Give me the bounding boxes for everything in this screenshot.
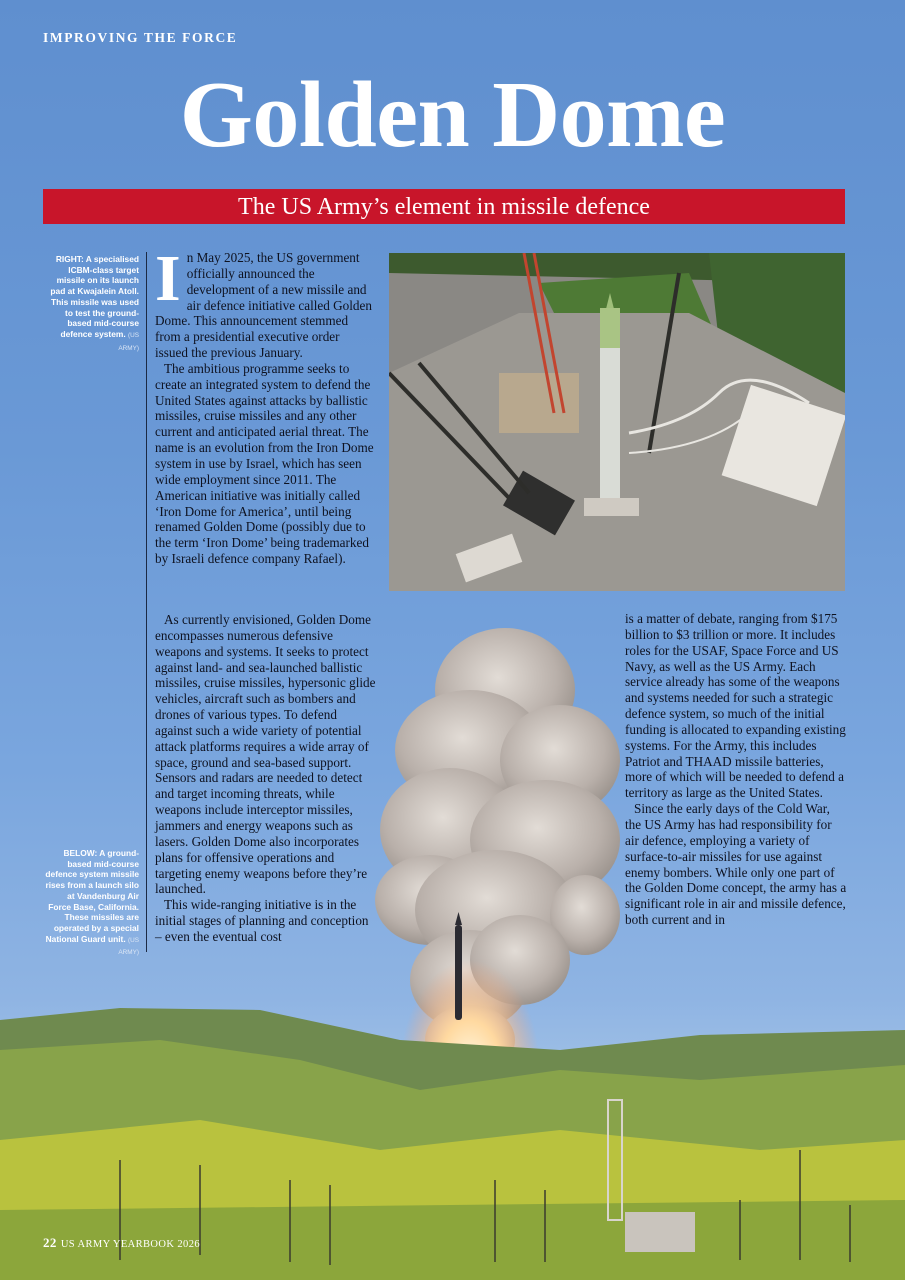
article-paragraph-1-text: n May 2025, the US government officially announced the development of a new missile and air defence initiative called Golden Dome. This announcement stemmed from a presidential executive order issued the previous January. xyxy=(155,250,372,361)
article-column-1 xyxy=(155,242,375,567)
caption-below-lead: BELOW: xyxy=(63,848,98,858)
drop-cap: I xyxy=(155,242,181,315)
publication-name: US ARMY YEARBOOK 2026 xyxy=(60,1239,200,1250)
article-paragraph-6: Since the early days of the Cold War, the US Army has had responsibility for air defence, employing a variety of surface-to-air missiles for use against enemy bombers. While only one part of the Golden Dome concept, the army has a significant role in air and missile defence, both current and in xyxy=(625,801,847,928)
page-title: Golden Dome xyxy=(179,63,726,167)
caption-right-credit: (US ARMY) xyxy=(118,331,139,352)
page-number: 22 xyxy=(43,1235,57,1250)
page-footer xyxy=(43,1235,200,1251)
caption-below xyxy=(43,848,139,959)
caption-below-text: A ground-based mid-course defence system missile rises from a launch silo at Vandenburg Air Force Base, California. These missiles are operated by a special National Guard unit. xyxy=(45,848,139,944)
article-paragraph-5: is a matter of debate, ranging from $175 billion to $3 trillion or more. It includes roles for the USAF, Space Force and US Navy, as well as the US Army. Each service already has some of the weapons and systems needed for such a strategic defence system, so much of the initial funding is allocated to expanding existing systems. For the Army, this includes Patriot and THAAD missile batteries, more of which will be needed to defend a territory as large as the United States. xyxy=(625,611,846,801)
caption-right-lead: RIGHT: xyxy=(55,254,84,264)
caption-below-credit: (US ARMY) xyxy=(118,936,139,957)
column-rule xyxy=(146,252,147,952)
launch-pad-photo xyxy=(389,253,845,591)
article-paragraph-3: As currently envisioned, Golden Dome encompasses numerous defensive weapons and systems. It seeks to protect against land- and sea-launched ballistic missiles, cruise missiles, hypersonic glide vehicles, aircraft such as bombers and drones of various types. To defend against such a wide variety of potential attack platforms requires a wide array of space, ground and sea-based support. Sensors and radars are needed to detect and target incoming threats, while weapons include interceptor missiles, jammers and energy weapons such as lasers. Golden Dome also incorporates plans for offensive operations and targeting enemy weapons before they’re launched. xyxy=(155,612,376,897)
article-paragraph-4: This wide-ranging initiative is in the initial stages of planning and conception – even the eventual cost xyxy=(155,897,369,944)
launch-pad-illustration xyxy=(389,253,845,591)
section-label: IMPROVING THE FORCE xyxy=(43,30,238,45)
article-paragraph-1 xyxy=(155,242,375,361)
subtitle: The US Army’s element in missile defence xyxy=(238,194,650,220)
article-column-1b xyxy=(155,612,377,945)
subtitle-banner xyxy=(43,189,845,224)
caption-right xyxy=(43,254,139,354)
article-column-2 xyxy=(625,611,847,928)
article-paragraph-2: The ambitious programme seeks to create an integrated system to defend the United States against attacks by ballistic missiles, cruise missiles and any other current and anticipated aerial threat. The name is an evolution from the Iron Dome system in use by Israel, which has seen wide employment since 2011. The American initiative was initially called ‘Iron Dome for America’, until being renamed Golden Dome (possibly due to the term ‘Iron Dome’ being trademarked by Israeli defence company Rafael). xyxy=(155,360,374,567)
caption-right-text: A specialised ICBM-class target missile on its launch pad at Kwajalein Atoll. This missile was used to test the ground-based mid-course defence system. xyxy=(50,254,139,339)
